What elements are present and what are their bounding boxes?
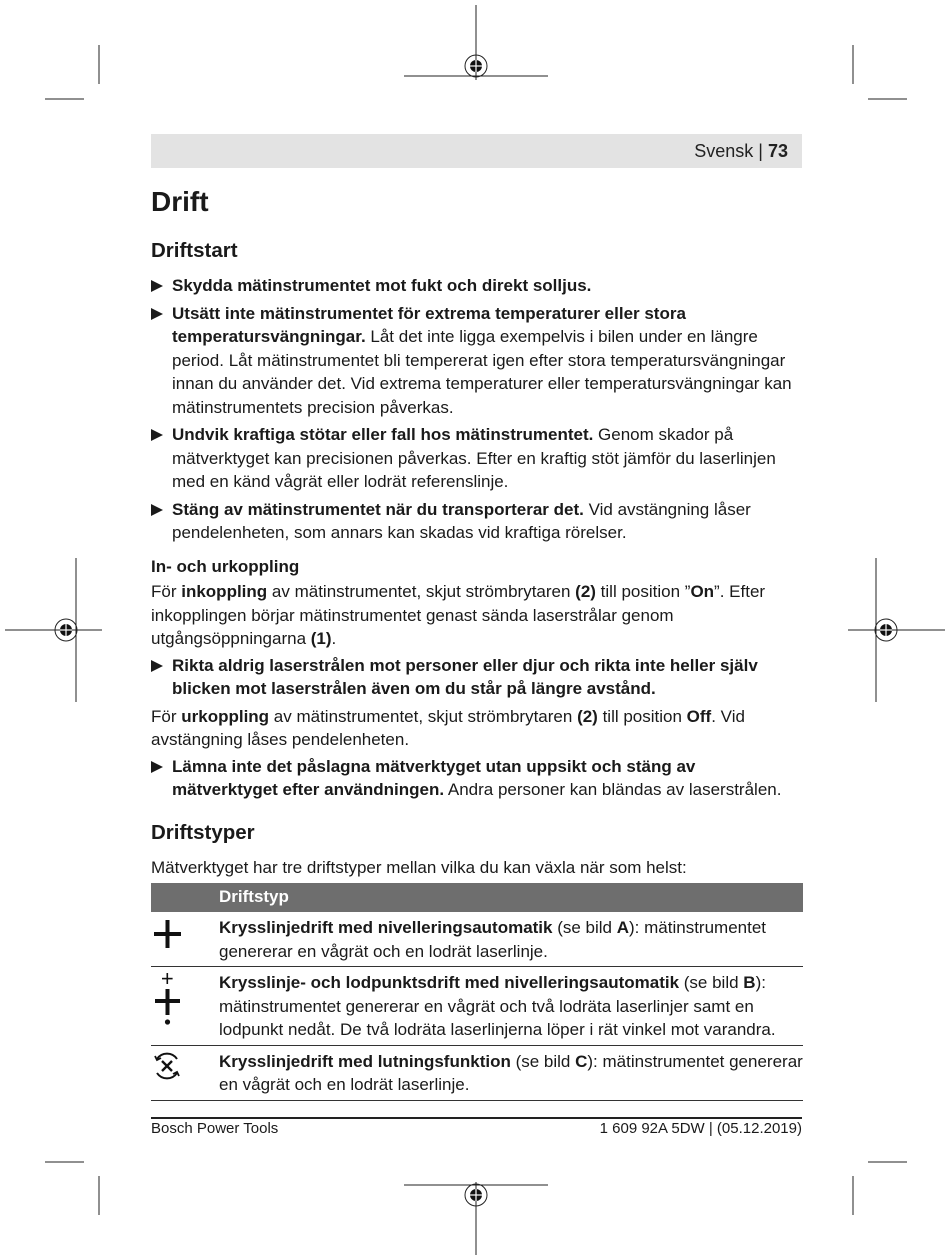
triangle-bullet-icon <box>151 429 163 441</box>
table-row <box>151 1045 803 1100</box>
table-header-label: Driftstyp <box>219 883 803 912</box>
koppling-heading: In- och urkoppling <box>151 556 300 576</box>
page-content <box>151 180 803 1101</box>
cross-line-icon <box>151 916 183 950</box>
triangle-bullet-icon <box>151 280 163 292</box>
footer-document-id: 1 609 92A 5DW | (05.12.2019) <box>599 1120 802 1137</box>
cross-plumb-point-icon <box>151 971 183 1027</box>
table-text-cell: Krysslinjedrift med nivelleringsautomatik (se bild A): mätinstrumentet genererar en vågrät och en lodrät laserlinje. <box>219 912 803 967</box>
table-icon-cell <box>151 912 219 967</box>
bullet-bold-text: Skydda mätinstrumentet mot fukt och direkt solljus. <box>172 276 592 295</box>
triangle-bullet-icon <box>151 308 163 320</box>
triangle-bullet-icon <box>151 761 163 773</box>
table-icon-cell <box>151 967 219 1046</box>
table-row <box>151 912 803 967</box>
bullet-text: Vid avstängning låser pendelenheten, som annars kan skadas vid kraftiga rörelser. <box>172 499 751 542</box>
bullet-text: Andra personer kan bländas av laserstrålen. <box>444 780 782 799</box>
table-header-row <box>151 883 803 912</box>
bullet-bold-text: Rikta aldrig laserstrålen mot personer eller djur och rikta inte heller själv blicken mot laserstrålen även om du står på längre avstånd. <box>172 655 758 698</box>
bullet-item <box>151 755 803 802</box>
bullet-bold-text: Stäng av mätinstrumentet när du transporterar det. <box>172 499 584 519</box>
bullet-item <box>151 302 803 420</box>
driftstyper-intro: Mätverktyget har tre driftstyper mellan vilka du kan växla när som helst: <box>151 857 687 877</box>
page-header-label <box>694 141 788 162</box>
footer-publisher: Bosch Power Tools <box>151 1120 279 1137</box>
bullet-item <box>151 274 803 298</box>
triangle-bullet-icon <box>151 504 163 516</box>
section-title: Drift <box>151 186 209 217</box>
footer-rule <box>151 1117 802 1119</box>
bullet-bold-text: Lämna inte det påslagna mätverktyget utan uppsikt och stäng av mätverktyget efter användningen. <box>172 756 696 799</box>
bullet-item <box>151 654 803 701</box>
table-text-cell: Krysslinjedrift med lutningsfunktion (se bild C): mätinstrumentet genererar en vågrät och en lodrät laserlinje. <box>219 1045 803 1100</box>
bullet-text: Låt det inte ligga exempelvis i bilen under en längre period. Låt mätinstrumentet bli tempererat igen efter stora temperatursvängningar innan du använder det. Vid extrema temperaturer eller temperatursvängningar kan mätinstrumentets precision påverkas. <box>172 327 792 417</box>
tilt-function-icon <box>151 1050 183 1082</box>
triangle-bullet-icon <box>151 660 163 672</box>
bullet-item <box>151 498 803 545</box>
table-icon-cell <box>151 1045 219 1100</box>
header-language: Svensk <box>694 141 754 161</box>
switch-off-paragraph: För urkoppling av mätinstrumentet, skjut strömbrytaren (2) till position Off. Vid avstängning låses pendelenheten. <box>151 706 745 749</box>
driftstyper-heading: Driftstyper <box>151 820 255 844</box>
bullet-bold-text: Undvik kraftiga stötar eller fall hos mätinstrumentet. <box>172 425 594 444</box>
bullet-item <box>151 423 803 494</box>
bullet-text: Genom skador på mätverktyget kan precisionen påverkas. Efter en kraftig stöt jämför du laserlinjen med en känd vågrät eller lodrät referenslinje. <box>172 425 776 491</box>
driftstart-heading: Driftstart <box>151 239 238 262</box>
header-page-number: 73 <box>767 141 788 161</box>
table-row <box>151 967 803 1046</box>
page-header-bar <box>151 134 802 168</box>
header-separator: | <box>758 141 763 161</box>
bullet-bold-text: Utsätt inte mätinstrumentet för extrema temperaturer eller stora temperatursvängningar. <box>172 303 686 346</box>
switch-on-paragraph: För inkoppling av mätinstrumentet, skjut strömbrytaren (2) till position ”On”. Efter inkopplingen börjar mätinstrumentet genast sända laserstrålar genom utgångsöppningarna (1). <box>151 582 766 648</box>
table-text-cell: Krysslinje- och lodpunktsdrift med nivelleringsautomatik (se bild B): mätinstrumentet genererar en vågrät och två lodräta laserlinjer samt en lodpunkt nedåt. De två lodräta laserlinjerna löper i rät vinkel mot varandra. <box>219 967 803 1046</box>
operating-modes-table <box>151 883 803 1101</box>
table-header-icon-col <box>151 883 219 912</box>
